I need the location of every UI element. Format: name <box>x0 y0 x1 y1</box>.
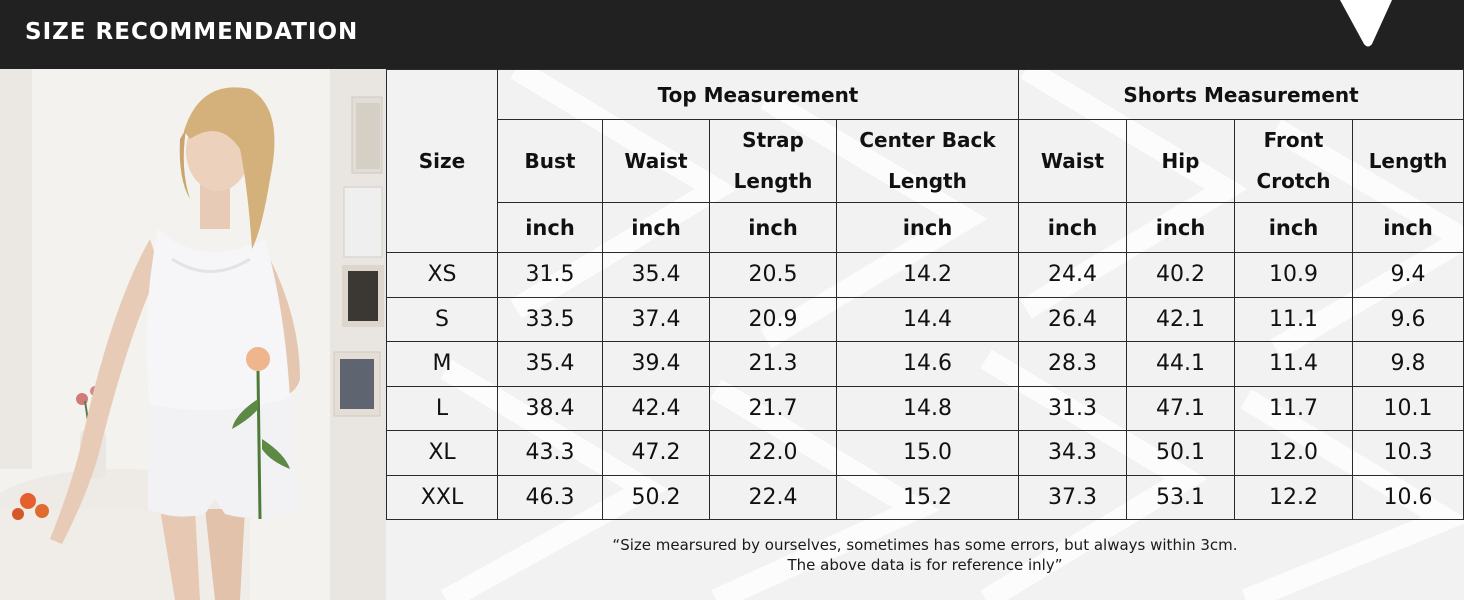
measurement-cell: 14.8 <box>837 386 1019 431</box>
measurement-cell: 50.2 <box>603 475 710 520</box>
measurement-cell: 26.4 <box>1019 297 1127 342</box>
measurement-cell: 42.1 <box>1127 297 1235 342</box>
size-cell: XXL <box>387 475 498 520</box>
shorts-waist-header: Waist <box>1019 120 1127 203</box>
measurement-cell: 47.2 <box>603 431 710 476</box>
size-cell: XL <box>387 431 498 476</box>
unit-label: inch <box>710 203 837 253</box>
measurement-cell: 42.4 <box>603 386 710 431</box>
measurement-cell: 14.4 <box>837 297 1019 342</box>
measurement-cell: 12.0 <box>1235 431 1353 476</box>
size-cell: XS <box>387 253 498 298</box>
measurement-cell: 15.0 <box>837 431 1019 476</box>
measurement-cell: 31.3 <box>1019 386 1127 431</box>
table-row <box>387 253 1464 298</box>
unit-label: inch <box>1019 203 1127 253</box>
measurement-cell: 22.4 <box>710 475 837 520</box>
measurement-cell: 22.0 <box>710 431 837 476</box>
measurement-cell: 20.5 <box>710 253 837 298</box>
measurement-cell: 14.2 <box>837 253 1019 298</box>
unit-label: inch <box>837 203 1019 253</box>
top-measurement-header: Top Measurement <box>498 70 1019 120</box>
size-chart <box>386 69 1464 600</box>
top-waist-header: Waist <box>603 120 710 203</box>
unit-label: inch <box>1127 203 1235 253</box>
measurement-cell: 37.4 <box>603 297 710 342</box>
measurement-cell: 10.6 <box>1353 475 1464 520</box>
header-bar <box>0 0 1464 69</box>
measurement-cell: 24.4 <box>1019 253 1127 298</box>
measurement-cell: 9.4 <box>1353 253 1464 298</box>
measurement-cell: 10.3 <box>1353 431 1464 476</box>
front-crotch-header: Front Crotch <box>1235 120 1353 203</box>
hip-header: Hip <box>1127 120 1235 203</box>
strap-length-header: Strap Length <box>710 120 837 203</box>
size-cell: M <box>387 342 498 387</box>
shorts-measurement-header: Shorts Measurement <box>1019 70 1464 120</box>
measurement-cell: 10.1 <box>1353 386 1464 431</box>
measurement-note: “Size mearsured by ourselves, sometimes has some errors, but always within 3cm. The above data is for reference inly” <box>612 536 1238 574</box>
length-header: Length <box>1353 120 1464 203</box>
measurement-cell: 11.1 <box>1235 297 1353 342</box>
unit-label: inch <box>603 203 710 253</box>
measurement-cell: 28.3 <box>1019 342 1127 387</box>
unit-label: inch <box>498 203 603 253</box>
size-cell: L <box>387 386 498 431</box>
measurement-cell: 44.1 <box>1127 342 1235 387</box>
measurement-cell: 38.4 <box>498 386 603 431</box>
size-table <box>386 69 1464 520</box>
measurement-cell: 11.4 <box>1235 342 1353 387</box>
measurement-cell: 34.3 <box>1019 431 1127 476</box>
measurement-cell: 11.7 <box>1235 386 1353 431</box>
measurement-cell: 20.9 <box>710 297 837 342</box>
table-row <box>387 297 1464 342</box>
unit-label: inch <box>1235 203 1353 253</box>
measurement-cell: 35.4 <box>498 342 603 387</box>
size-header: Size <box>387 70 498 253</box>
measurement-cell: 35.4 <box>603 253 710 298</box>
measurement-cell: 12.2 <box>1235 475 1353 520</box>
measurement-cell: 14.6 <box>837 342 1019 387</box>
table-row <box>387 386 1464 431</box>
measurement-cell: 53.1 <box>1127 475 1235 520</box>
size-cell: S <box>387 297 498 342</box>
chevron-down-icon <box>1340 0 1400 50</box>
measurement-cell: 31.5 <box>498 253 603 298</box>
table-row <box>387 431 1464 476</box>
center-back-length-header: Center Back Length <box>837 120 1019 203</box>
measurement-cell: 47.1 <box>1127 386 1235 431</box>
measurement-cell: 33.5 <box>498 297 603 342</box>
measurement-cell: 40.2 <box>1127 253 1235 298</box>
bust-header: Bust <box>498 120 603 203</box>
measurement-cell: 43.3 <box>498 431 603 476</box>
model-photo <box>0 69 386 600</box>
measurement-cell: 37.3 <box>1019 475 1127 520</box>
measurement-cell: 21.7 <box>710 386 837 431</box>
measurement-cell: 9.8 <box>1353 342 1464 387</box>
unit-label: inch <box>1353 203 1464 253</box>
measurement-cell: 39.4 <box>603 342 710 387</box>
table-row <box>387 342 1464 387</box>
table-row <box>387 475 1464 520</box>
measurement-cell: 21.3 <box>710 342 837 387</box>
measurement-cell: 9.6 <box>1353 297 1464 342</box>
measurement-cell: 15.2 <box>837 475 1019 520</box>
page-title: SIZE RECOMMENDATION <box>25 19 359 45</box>
measurement-cell: 46.3 <box>498 475 603 520</box>
measurement-cell: 50.1 <box>1127 431 1235 476</box>
measurement-cell: 10.9 <box>1235 253 1353 298</box>
